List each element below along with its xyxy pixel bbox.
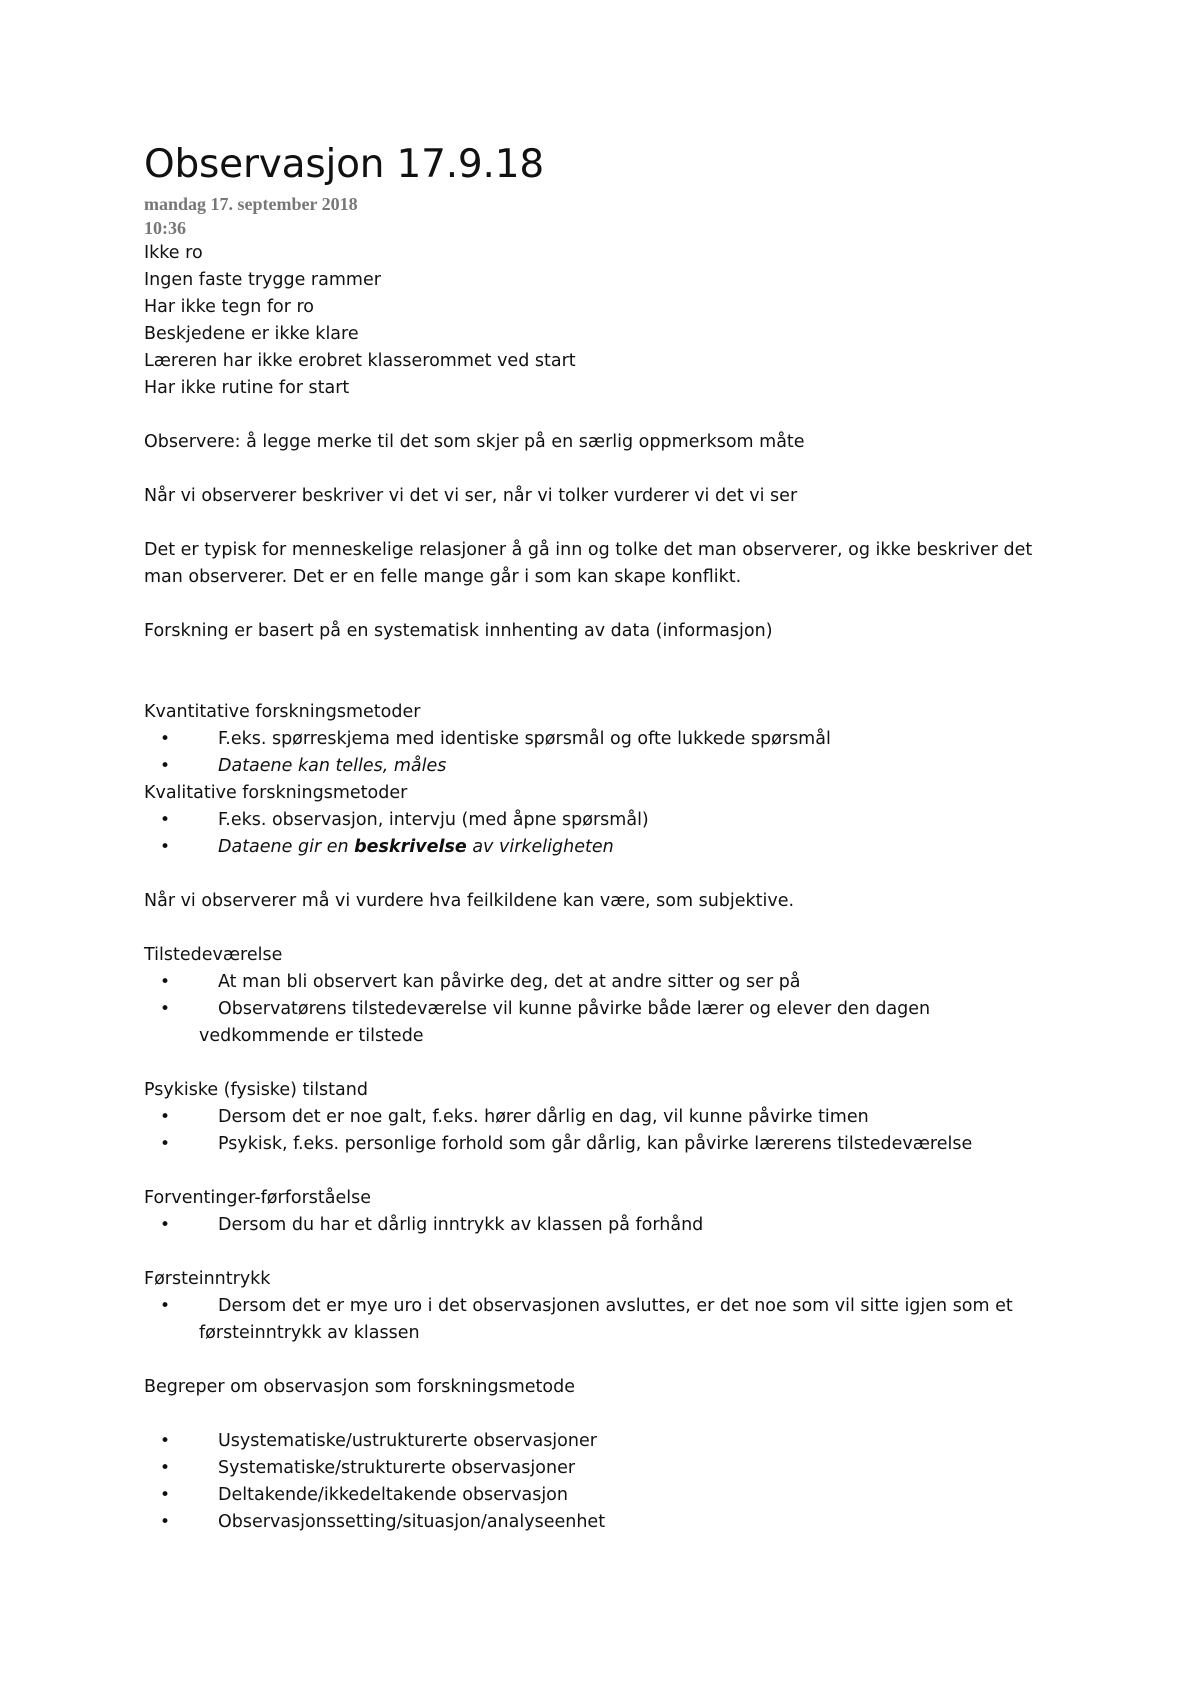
page-title: Observasjon 17.9.18 (144, 142, 544, 187)
heading-forsteinntrykk: Førsteinntrykk (144, 1269, 271, 1289)
bullet-icon: • (160, 999, 171, 1019)
list-item-text: F.eks. spørreskjema med identiske spørsmål og ofte lukkede spørsmål (218, 729, 831, 749)
list-item-text: At man bli observert kan påvirke deg, det at andre sitter og ser på (218, 972, 801, 992)
list-item (144, 1455, 1074, 1482)
paragraph-typisk-line2: man observerer. Det er en felle mange går i som kan skape konflikt. (144, 567, 742, 587)
bullet-icon: • (160, 972, 171, 992)
psykiske-list (144, 1104, 1074, 1158)
bullet-icon: • (160, 729, 171, 749)
paragraph-typisk-line1: Det er typisk for menneskelige relasjoner å gå inn og tolke det man observerer, og ikke beskriver det (144, 540, 1033, 560)
paragraph-feilkilder: Når vi observerer må vi vurdere hva feilkildene kan være, som subjektive. (144, 891, 795, 911)
emphasis-text: beskrivelse (354, 837, 467, 857)
heading-forventinger: Forventinger-førforståelse (144, 1188, 371, 1208)
bullet-icon: • (160, 756, 171, 776)
bullet-icon: • (160, 1512, 171, 1532)
list-item (144, 807, 1074, 834)
heading-kvantitative: Kvantitative forskningsmetoder (144, 702, 421, 722)
list-item (144, 1104, 1074, 1131)
list-item-text: Observatørens tilstedeværelse vil kunne påvirke både lærer og elever den dagen (218, 999, 931, 1019)
heading-begreper: Begreper om observasjon som forskningsmetode (144, 1377, 575, 1397)
intro-line: Beskjedene er ikke klare (144, 324, 359, 344)
text-segment: Dataene gir en (218, 837, 355, 857)
paragraph-observere: Observere: å legge merke til det som skjer på en særlig oppmerksom måte (144, 432, 805, 452)
list-item-text: Usystematiske/ustrukturerte observasjoner (218, 1431, 597, 1451)
list-item-continuation: førsteinntrykk av klassen (199, 1323, 420, 1343)
list-item-text: Dersom du har et dårlig inntrykk av klassen på forhånd (218, 1215, 704, 1235)
bullet-icon: • (160, 1134, 171, 1154)
bullet-icon: • (160, 1296, 171, 1316)
list-item (144, 1509, 1074, 1536)
list-item (144, 969, 1074, 996)
tilstede-list (144, 969, 1074, 1050)
list-item (144, 1482, 1074, 1509)
kvantitative-list (144, 726, 1074, 780)
intro-list (144, 240, 1074, 402)
forsteinntrykk-list (144, 1293, 1074, 1347)
list-item-text: Psykisk, f.eks. personlige forhold som går dårlig, kan påvirke lærerens tilstedeværelse (218, 1134, 973, 1154)
list-item (144, 1131, 1074, 1158)
kvalitative-list (144, 807, 1074, 861)
bullet-icon: • (160, 1215, 171, 1235)
list-item-text: F.eks. observasjon, intervju (med åpne spørsmål) (218, 810, 649, 830)
note-time: 10:36 (144, 218, 186, 238)
list-item-text (218, 837, 614, 857)
forventinger-list (144, 1212, 1074, 1239)
heading-psykiske: Psykiske (fysiske) tilstand (144, 1080, 368, 1100)
list-item-continuation: vedkommende er tilstede (199, 1026, 424, 1046)
list-item (144, 996, 1074, 1050)
list-item (144, 834, 1074, 861)
text-segment: av virkeligheten (466, 837, 614, 857)
intro-line: Læreren har ikke erobret klasserommet ved start (144, 351, 576, 371)
bullet-icon: • (160, 1107, 171, 1127)
document-page (144, 140, 1074, 1536)
intro-line: Har ikke rutine for start (144, 378, 350, 398)
bullet-icon: • (160, 810, 171, 830)
list-item (144, 1212, 1074, 1239)
paragraph-forskning: Forskning er basert på en systematisk innhenting av data (informasjon) (144, 621, 773, 641)
list-item-text: Dersom det er noe galt, f.eks. hører dårlig en dag, vil kunne påvirke timen (218, 1107, 869, 1127)
intro-line: Ingen faste trygge rammer (144, 270, 381, 290)
intro-line: Har ikke tegn for ro (144, 297, 315, 317)
list-item (144, 1428, 1074, 1455)
list-item (144, 1293, 1074, 1347)
bullet-icon: • (160, 1485, 171, 1505)
list-item-text: Dataene kan telles, måles (218, 756, 447, 776)
bullet-icon: • (160, 837, 171, 857)
list-item-text: Deltakende/ikkedeltakende observasjon (218, 1485, 568, 1505)
list-item-text: Systematiske/strukturerte observasjoner (218, 1458, 576, 1478)
begreper-list (144, 1428, 1074, 1536)
bullet-icon: • (160, 1431, 171, 1451)
intro-line: Ikke ro (144, 243, 203, 263)
note-date: mandag 17. september 2018 (144, 194, 358, 214)
list-item (144, 753, 1074, 780)
bullet-icon: • (160, 1458, 171, 1478)
heading-kvalitative: Kvalitative forskningsmetoder (144, 783, 408, 803)
paragraph-naar-vi: Når vi observerer beskriver vi det vi ser, når vi tolker vurderer vi det vi ser (144, 486, 798, 506)
heading-tilstede: Tilstedeværelse (144, 945, 283, 965)
list-item (144, 726, 1074, 753)
list-item-text: Dersom det er mye uro i det observasjonen avsluttes, er det noe som vil sitte igjen som et (218, 1296, 1013, 1316)
list-item-text: Observasjonssetting/situasjon/analyseenhet (218, 1512, 606, 1532)
